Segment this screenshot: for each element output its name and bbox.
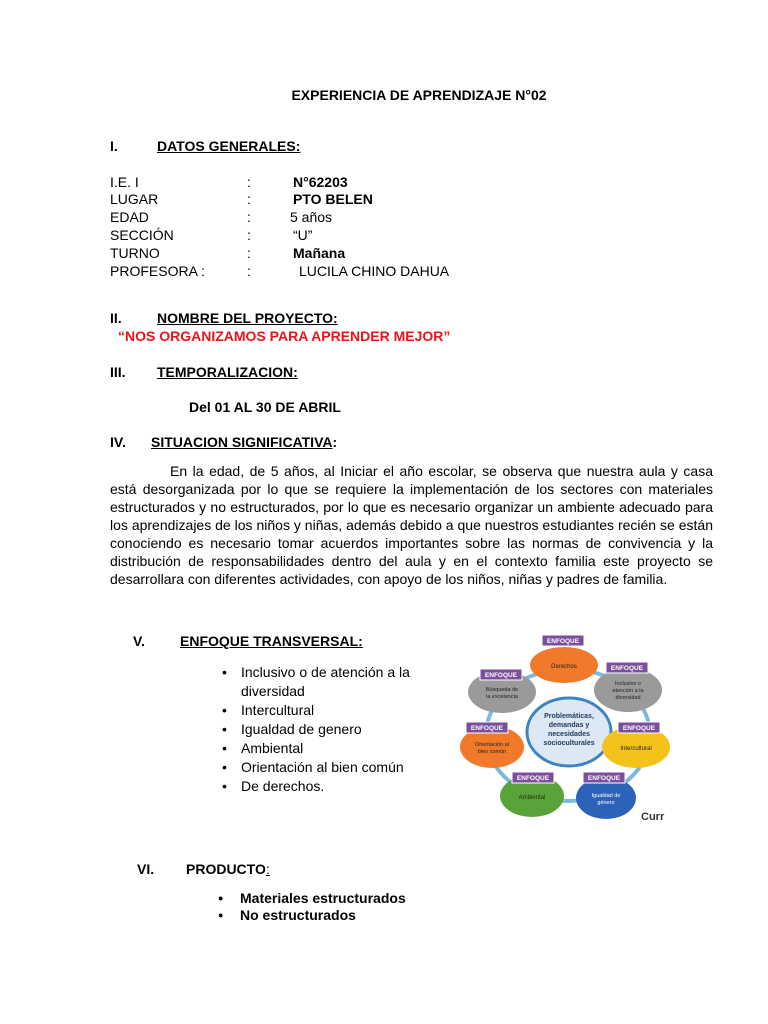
producto-list [218, 890, 406, 924]
row-label: PROFESORA : [110, 263, 205, 279]
section-5-heading: ENFOQUE TRANSVERSAL: [180, 633, 363, 649]
section-1-number: I. [110, 138, 118, 154]
enfoques-diagram [456, 630, 678, 824]
row-colon: : [247, 174, 251, 190]
section-6-heading-text: PRODUCTO [186, 861, 266, 877]
enfoque-tag-text: ENFOQUE [610, 665, 644, 672]
section-4-number: IV. [110, 434, 126, 450]
list-item: ● Materiales estructurados [218, 890, 406, 907]
project-dates: Del 01 AL 30 DE ABRIL [189, 399, 341, 415]
list-item: • Inclusivo o de atención a la diversidad [222, 663, 432, 701]
row-label: EDAD [110, 209, 149, 225]
list-item: • De derechos. [222, 777, 432, 796]
row-value: 5 años [290, 209, 333, 225]
section-4-heading [151, 434, 337, 450]
row-value: N°62203 [293, 174, 348, 190]
section-2-heading: NOMBRE DEL PROYECTO: [157, 310, 338, 326]
node-label: la excelencia [486, 694, 518, 700]
row-colon: : [247, 209, 251, 225]
section-6-heading-colon: : [265, 861, 270, 877]
section-4-heading-text: SITUACION SIGNIFICATIVA [151, 434, 333, 450]
section-3-heading: TEMPORALIZACION: [157, 364, 298, 380]
section-6-number: VI. [137, 861, 155, 877]
node-label: Intercultural [620, 746, 652, 752]
enfoque-tag-text: ENFOQUE [516, 775, 550, 782]
node-label: bien común [477, 749, 507, 755]
row-value: LUCILA CHINO DAHUA [299, 263, 450, 279]
node-label: Igualdad de [591, 793, 621, 799]
enfoque-tag-text: ENFOQUE [622, 725, 656, 732]
row-colon: : [247, 245, 251, 261]
enfoque-tag-text: ENFOQUE [470, 725, 504, 732]
node-label: diversidad [615, 695, 641, 701]
row-label: LUGAR [110, 191, 159, 207]
enfoque-list [222, 663, 432, 796]
diagram-center-line: demandas y [548, 722, 590, 729]
list-item: • Orientación al bien común [222, 758, 432, 777]
diagram-center-line: necesidades [547, 731, 591, 738]
node-label: Derechos [551, 664, 577, 670]
section-4-heading-colon: : [332, 434, 338, 450]
section-1-heading: DATOS GENERALES: [157, 138, 301, 154]
section-5-number: V. [133, 633, 145, 649]
section-2-number: II. [110, 310, 122, 326]
row-value: PTO BELEN [293, 191, 373, 207]
diagram-center-line: Problemáticas, [544, 713, 594, 720]
node-label: género [597, 800, 615, 806]
row-label: I.E. I [110, 174, 139, 190]
row-label: SECCIÓN [110, 227, 174, 243]
section-3-number: III. [110, 364, 126, 380]
node-label: Búsqueda de [485, 687, 519, 693]
section-6-heading [186, 861, 270, 877]
node-label: Inclusivo o [615, 681, 641, 687]
list-item: ● No estructurados [218, 907, 406, 924]
node-label: Ambiental [518, 795, 546, 801]
node-label: Orientación al [475, 742, 509, 748]
row-label: TURNO [110, 245, 160, 261]
row-colon: : [247, 227, 251, 243]
list-item: • Ambiental [222, 739, 432, 758]
row-value: Mañana [293, 245, 346, 261]
list-item: • Intercultural [222, 701, 432, 720]
document-title: EXPERIENCIA DE APRENDIZAJE N°02 [291, 87, 547, 103]
diagram-center-line: socioculturales [543, 740, 595, 747]
diagram-corner-text: Curr [641, 811, 665, 823]
enfoque-tag-text: ENFOQUE [587, 775, 621, 782]
row-colon: : [247, 263, 251, 279]
project-name: “NOS ORGANIZAMOS PARA APRENDER MEJOR” [118, 328, 451, 344]
row-colon: : [247, 191, 251, 207]
list-item: • Igualdad de genero [222, 720, 432, 739]
enfoque-tag-text: ENFOQUE [484, 672, 518, 679]
situacion-paragraph: En la edad, de 5 años, al Iniciar el año escolar, se observa que nuestra aula y casa está desorganizada por lo que se requiere la implementación de los sectores con materiales estructurados y no estructurados, por lo que es necesario organizar un ambiente adecuado para los aprendizajes de los niños y niñas, además debido a que nuestros estudiantes recién se están conociendo es necesario tomar acuerdos importantes sobre las normas de convivencia y la distribución de responsabilidades dentro del aula y en el contexto familia este proyecto se desarrollara con diferentes actividades, con apoyo de los niños, niñas y padres de familia. [110, 463, 713, 587]
row-value: “U” [293, 227, 313, 243]
node-label: atención a la [612, 688, 644, 694]
enfoque-tag-text: ENFOQUE [546, 638, 580, 645]
